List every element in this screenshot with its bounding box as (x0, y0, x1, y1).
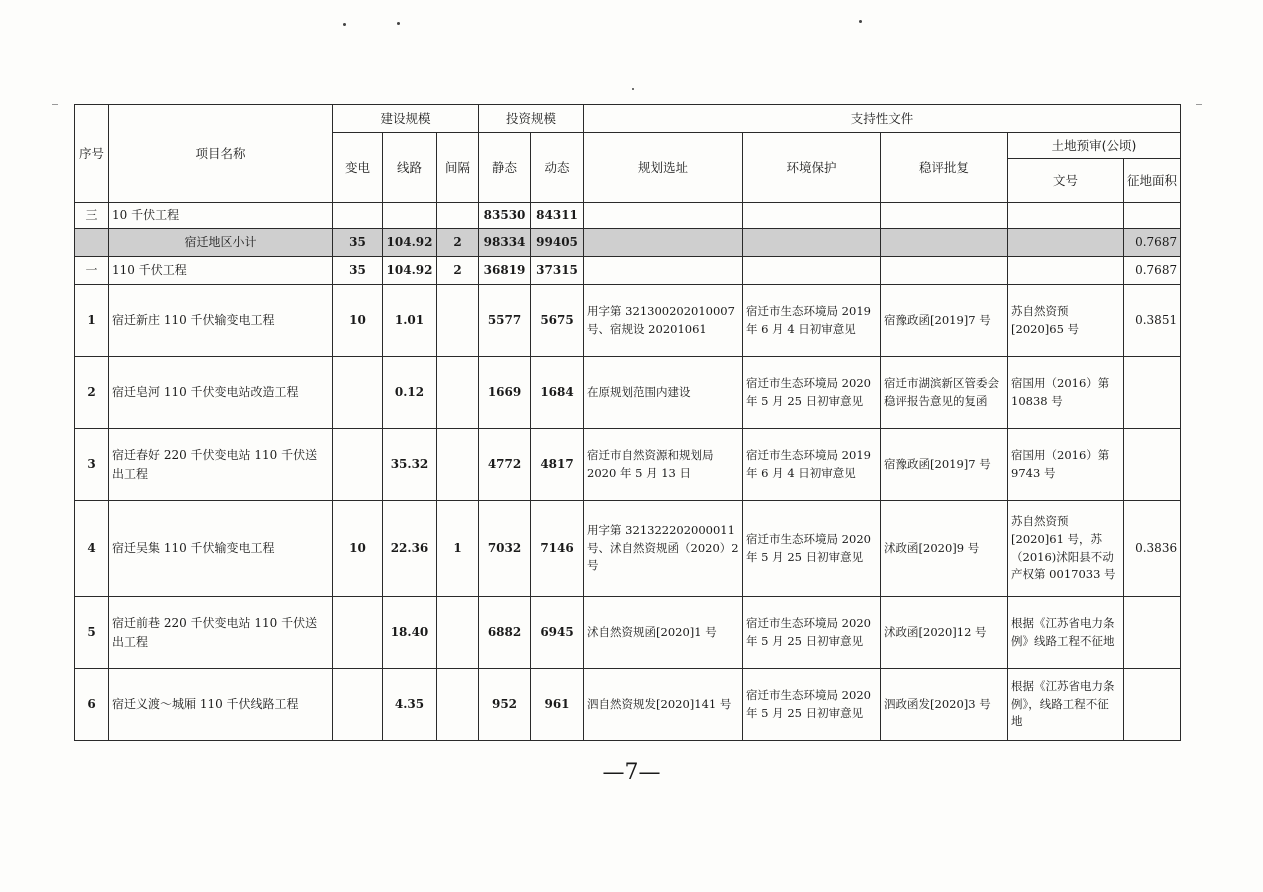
cell-doc: 根据《江苏省电力条例》线路工程不征地 (1008, 597, 1124, 669)
cell-static: 36819 (479, 257, 531, 285)
cell-env: 宿迁市生态环境局 2019 年 6 月 4 日初审意见 (743, 285, 881, 357)
cell-env: 宿迁市生态环境局 2020 年 5 月 25 日初审意见 (743, 357, 881, 429)
page-number: —7— (602, 760, 661, 785)
cell-line: 104.92 (383, 229, 437, 257)
cell-doc (1008, 229, 1124, 257)
cell-bay: 2 (437, 229, 479, 257)
cell-area: 0.3851 (1124, 285, 1181, 357)
cell-env (743, 229, 881, 257)
cell-env (743, 257, 881, 285)
cell-stability: 泗政函发[2020]3 号 (881, 669, 1008, 741)
header-env-protection: 环境保护 (743, 133, 881, 203)
cell-doc: 根据《江苏省电力条例》，线路工程不征地 (1008, 669, 1124, 741)
cell-doc (1008, 203, 1124, 229)
cell-substation: 35 (333, 229, 383, 257)
header-stability-review: 稳评批复 (881, 133, 1008, 203)
cell-stability (881, 203, 1008, 229)
scan-speck (632, 88, 634, 90)
table-row (75, 429, 1181, 501)
cell-line: 18.40 (383, 597, 437, 669)
cell-bay (437, 357, 479, 429)
cell-name: 110 千伏工程 (109, 257, 333, 285)
header-substation: 变电 (333, 133, 383, 203)
scan-speck (343, 23, 346, 26)
cell-dynamic: 84311 (531, 203, 584, 229)
cell-seq: 1 (75, 285, 109, 357)
cell-line: 22.36 (383, 501, 437, 597)
cell-doc: 宿国用（2016）第 9743 号 (1008, 429, 1124, 501)
table-row (75, 357, 1181, 429)
cell-name: 10 千伏工程 (109, 203, 333, 229)
cell-planning: 泗自然资规发[2020]141 号 (584, 669, 743, 741)
cell-substation (333, 669, 383, 741)
cell-substation: 10 (333, 285, 383, 357)
cell-stability (881, 257, 1008, 285)
cell-dynamic: 961 (531, 669, 584, 741)
cell-planning (584, 229, 743, 257)
cell-seq: 三 (75, 203, 109, 229)
cell-planning: 用字第 321322202000011 号、沭自然资规函（2020）2 号 (584, 501, 743, 597)
cell-name: 宿迁皂河 110 千伏变电站改造工程 (109, 357, 333, 429)
cell-dynamic: 1684 (531, 357, 584, 429)
header-bay: 间隔 (437, 133, 479, 203)
cell-line: 1.01 (383, 285, 437, 357)
cell-bay: 1 (437, 501, 479, 597)
cell-bay: 2 (437, 257, 479, 285)
header-dynamic: 动态 (531, 133, 584, 203)
scan-speck (52, 104, 58, 105)
cell-doc (1008, 257, 1124, 285)
cell-substation (333, 357, 383, 429)
cell-dynamic: 7146 (531, 501, 584, 597)
cell-seq: 5 (75, 597, 109, 669)
table-row (75, 203, 1181, 229)
cell-seq: 3 (75, 429, 109, 501)
scan-speck (397, 22, 400, 25)
header-land-pre-review: 土地预审(公顷) (1008, 133, 1181, 159)
cell-line: 4.35 (383, 669, 437, 741)
cell-seq: 4 (75, 501, 109, 597)
cell-line: 104.92 (383, 257, 437, 285)
cell-static: 98334 (479, 229, 531, 257)
cell-planning: 沭自然资规函[2020]1 号 (584, 597, 743, 669)
cell-static: 5577 (479, 285, 531, 357)
cell-line: 35.32 (383, 429, 437, 501)
cell-area: 0.7687 (1124, 257, 1181, 285)
cell-seq: 6 (75, 669, 109, 741)
header-line: 线路 (383, 133, 437, 203)
cell-env: 宿迁市生态环境局 2020 年 5 月 25 日初审意见 (743, 669, 881, 741)
cell-area: 0.3836 (1124, 501, 1181, 597)
header-doc-no: 文号 (1008, 159, 1124, 203)
header-seq: 序号 (75, 105, 109, 203)
cell-stability: 沭政函[2020]9 号 (881, 501, 1008, 597)
cell-dynamic: 6945 (531, 597, 584, 669)
scan-speck (859, 20, 862, 23)
cell-env: 宿迁市生态环境局 2020 年 5 月 25 日初审意见 (743, 597, 881, 669)
cell-env: 宿迁市生态环境局 2019 年 6 月 4 日初审意见 (743, 429, 881, 501)
cell-substation (333, 429, 383, 501)
cell-stability: 宿迁市湖滨新区管委会稳评报告意见的复函 (881, 357, 1008, 429)
cell-substation (333, 203, 383, 229)
cell-name: 宿迁地区小计 (109, 229, 333, 257)
cell-planning: 用字第 321300202010007 号、宿规设 20201061 (584, 285, 743, 357)
cell-dynamic: 5675 (531, 285, 584, 357)
cell-area (1124, 429, 1181, 501)
cell-name: 宿迁新庄 110 千伏输变电工程 (109, 285, 333, 357)
cell-name: 宿迁前巷 220 千伏变电站 110 千伏送出工程 (109, 597, 333, 669)
cell-stability (881, 229, 1008, 257)
cell-planning: 在原规划范围内建设 (584, 357, 743, 429)
cell-line (383, 203, 437, 229)
scan-speck (1196, 104, 1202, 105)
header-construction-scale: 建设规模 (333, 105, 479, 133)
cell-static: 952 (479, 669, 531, 741)
header-row-1 (75, 105, 1181, 133)
cell-bay (437, 669, 479, 741)
cell-line: 0.12 (383, 357, 437, 429)
header-investment-scale: 投资规模 (479, 105, 584, 133)
project-table (74, 104, 1181, 741)
cell-name: 宿迁吴集 110 千伏输变电工程 (109, 501, 333, 597)
cell-area (1124, 669, 1181, 741)
cell-seq: 2 (75, 357, 109, 429)
cell-dynamic: 4817 (531, 429, 584, 501)
cell-planning (584, 203, 743, 229)
cell-env: 宿迁市生态环境局 2020 年 5 月 25 日初审意见 (743, 501, 881, 597)
cell-seq: 一 (75, 257, 109, 285)
cell-static: 4772 (479, 429, 531, 501)
cell-env (743, 203, 881, 229)
cell-doc: 宿国用（2016）第 10838 号 (1008, 357, 1124, 429)
header-supporting-docs: 支持性文件 (584, 105, 1181, 133)
cell-static: 7032 (479, 501, 531, 597)
table-row (75, 597, 1181, 669)
table-row (75, 669, 1181, 741)
cell-substation: 35 (333, 257, 383, 285)
cell-stability: 宿豫政函[2019]7 号 (881, 285, 1008, 357)
cell-stability: 宿豫政函[2019]7 号 (881, 429, 1008, 501)
cell-area (1124, 597, 1181, 669)
cell-static: 1669 (479, 357, 531, 429)
header-land-area: 征地面积 (1124, 159, 1181, 203)
header-static: 静态 (479, 133, 531, 203)
table-row (75, 501, 1181, 597)
cell-name: 宿迁春好 220 千伏变电站 110 千伏送出工程 (109, 429, 333, 501)
cell-bay (437, 429, 479, 501)
cell-doc: 苏自然资预 [2020]61 号，苏（2016)沭阳县不动产权第 0017033 号 (1008, 501, 1124, 597)
table-row-subtotal (75, 229, 1181, 257)
header-name: 项目名称 (109, 105, 333, 203)
cell-name: 宿迁义渡～城厢 110 千伏线路工程 (109, 669, 333, 741)
cell-area (1124, 357, 1181, 429)
cell-area (1124, 203, 1181, 229)
table-row (75, 285, 1181, 357)
header-planning-site: 规划选址 (584, 133, 743, 203)
cell-dynamic: 99405 (531, 229, 584, 257)
cell-seq (75, 229, 109, 257)
cell-static: 83530 (479, 203, 531, 229)
cell-bay (437, 285, 479, 357)
cell-doc: 苏自然资预 [2020]65 号 (1008, 285, 1124, 357)
cell-dynamic: 37315 (531, 257, 584, 285)
cell-planning (584, 257, 743, 285)
table-row (75, 257, 1181, 285)
cell-stability: 沭政函[2020]12 号 (881, 597, 1008, 669)
cell-substation (333, 597, 383, 669)
cell-static: 6882 (479, 597, 531, 669)
cell-area: 0.7687 (1124, 229, 1181, 257)
cell-substation: 10 (333, 501, 383, 597)
cell-bay (437, 203, 479, 229)
cell-bay (437, 597, 479, 669)
cell-planning: 宿迁市自然资源和规划局 2020 年 5 月 13 日 (584, 429, 743, 501)
